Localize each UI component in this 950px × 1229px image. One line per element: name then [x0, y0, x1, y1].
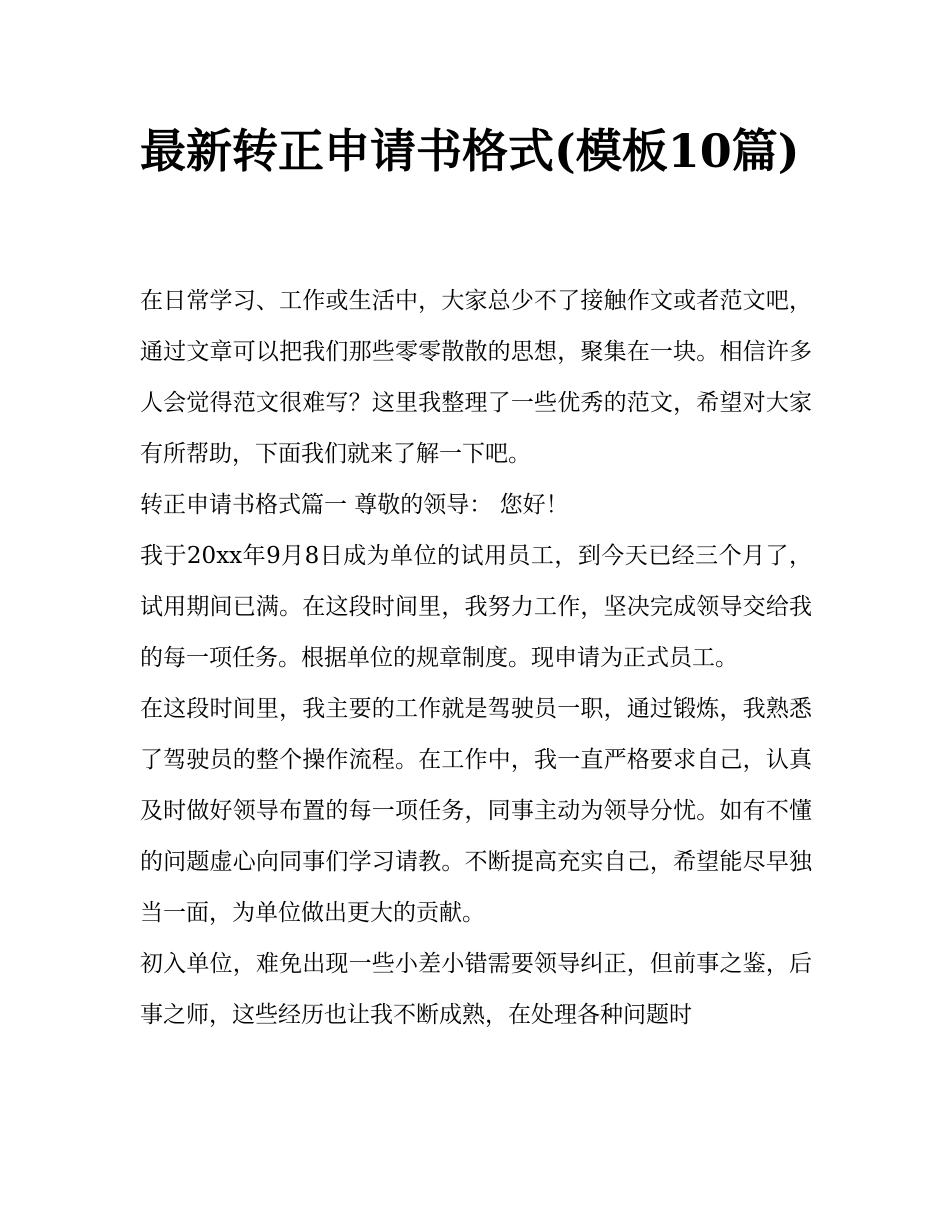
paragraph-application: 我于20xx年9月8日成为单位的试用员工，到今天已经三个月了，试用期间已满。在这段时间里，我努力工作，坚决完成领导交给我的每一项任务。根据单位的规章制度。现申请为正式员工。 — [140, 543, 812, 671]
paragraph-salutation: 转正申请书格式篇一 尊敬的领导： 您好！ — [140, 492, 569, 518]
document-body — [140, 276, 812, 1041]
paragraph-reflection: 初入单位，难免出现一些小差小错需要领导纠正，但前事之鉴，后事之师，这些经历也让我不断成熟，在处理各种问题时 — [140, 951, 812, 1028]
paragraph-intro: 在日常学习、工作或生活中，大家总少不了接触作文或者范文吧，通过文章可以把我们那些零零散散的思想，聚集在一块。相信许多人会觉得范文很难写？这里我整理了一些优秀的范文，希望对大家有所帮助，下面我们就来了解一下吧。 — [140, 288, 812, 467]
paragraph-work-summary: 在这段时间里，我主要的工作就是驾驶员一职，通过锻炼，我熟悉了驾驶员的整个操作流程。在工作中，我一直严格要求自己，认真及时做好领导布置的每一项任务，同事主动为领导分忧。如有不懂的问题虚心向同事们学习请教。不断提高充实自己，希望能尽早独当一面，为单位做出更大的贡献。 — [140, 696, 812, 926]
document-title: 最新转正申请书格式(模板10篇) — [140, 124, 800, 178]
